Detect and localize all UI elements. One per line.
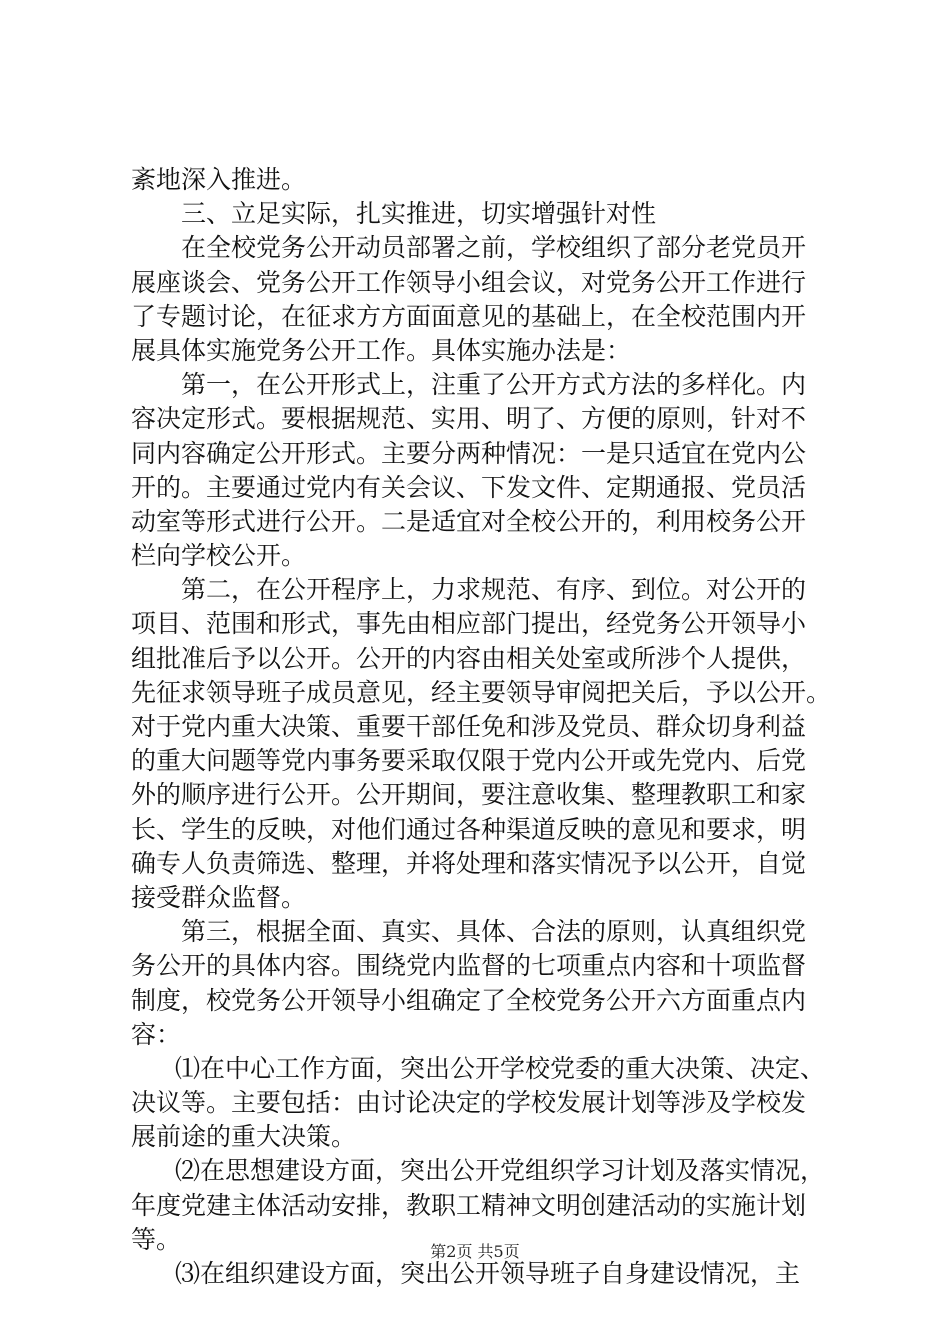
body-line: 展座谈会、党务公开工作领导小组会议，对党务公开工作进行: [131, 267, 807, 297]
body-line: 同内容确定公开形式。主要分两种情况：一是只适宜在党内公: [131, 438, 807, 468]
body-line: 等。: [131, 1224, 182, 1254]
page-footer: [0, 1241, 950, 1263]
body-line: 第二，在公开程序上，力求规范、有序、到位。对公开的: [181, 575, 807, 605]
body-line: 开的。主要通过党内有关会议、下发文件、定期通报、党员活: [131, 472, 807, 502]
body-line: 外的顺序进行公开。公开期间，要注意收集、整理教职工和家: [131, 780, 807, 810]
list-item: ⑵在思想建设方面，突出公开党组织学习计划及落实情况，: [175, 1156, 826, 1186]
body-line: 展前途的重大决策。: [131, 1122, 357, 1152]
body-line: 第三，根据全面、真实、具体、合法的原则，认真组织党: [181, 917, 807, 947]
document-body: [131, 163, 831, 1291]
page-number: 第2页 共5页: [430, 1242, 520, 1261]
section-heading: 三、立足实际，扎实推进，切实增强针对性: [181, 199, 657, 229]
body-line: 在全校党务公开动员部署之前，学校组织了部分老党员开: [181, 233, 807, 263]
body-line: 对于党内重大决策、重要干部任免和涉及党员、群众切身利益: [131, 712, 807, 741]
body-line: 接受群众监督。: [131, 882, 307, 912]
body-line: 展具体实施党务公开工作。具体实施办法是：: [131, 335, 632, 365]
list-item: ⑴在中心工作方面，突出公开学校党委的重大决策、决定、: [175, 1053, 826, 1083]
body-line: 紊地深入推进。: [131, 165, 307, 194]
body-line: 容：: [131, 1019, 182, 1049]
body-line: 确专人负责筛选、整理，并将处理和落实情况予以公开，自觉: [131, 848, 807, 878]
body-line: 的重大问题等党内事务要采取仅限于党内公开或先党内、后党: [131, 746, 807, 776]
body-line: 决议等。主要包括：由讨论决定的学校发展计划等涉及学校发: [131, 1088, 807, 1118]
body-line: 容决定形式。要根据规范、实用、明了、方便的原则，针对不: [131, 404, 807, 434]
list-item: ⑶在组织建设方面，突出公开领导班子自身建设情况，主: [175, 1259, 801, 1288]
body-line: 第一，在公开形式上，注重了公开方式方法的多样化。内: [181, 370, 807, 400]
body-line: 了专题讨论，在征求方方面面意见的基础上，在全校范围内开: [131, 301, 807, 331]
body-line: 务公开的具体内容。围绕党内监督的七项重点内容和十项监督: [131, 951, 807, 981]
body-line: 年度党建主体活动安排，教职工精神文明创建活动的实施计划: [131, 1190, 807, 1220]
body-line: 动室等形式进行公开。二是适宜对全校公开的，利用校务公开: [131, 506, 807, 536]
body-line: 制度，校党务公开领导小组确定了全校党务公开六方面重点内: [131, 985, 807, 1015]
body-line: 先征求领导班子成员意见，经主要领导审阅把关后，予以公开。: [131, 677, 831, 707]
body-line: 项目、范围和形式，事先由相应部门提出，经党务公开领导小: [131, 609, 807, 639]
body-line: 栏向学校公开。: [131, 541, 307, 571]
body-line: 组批准后予以公开。公开的内容由相关处室或所涉个人提供，: [131, 643, 807, 673]
body-line: 长、学生的反映，对他们通过各种渠道反映的意见和要求，明: [131, 814, 807, 844]
